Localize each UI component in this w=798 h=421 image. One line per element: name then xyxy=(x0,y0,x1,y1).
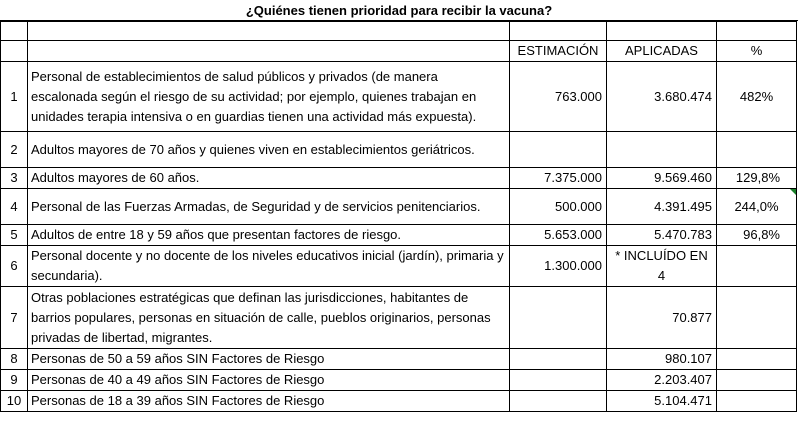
row-percent[interactable] xyxy=(717,132,797,168)
row-description[interactable]: Personas de 50 a 59 años SIN Factores de Riesgo xyxy=(28,349,510,370)
row-percent[interactable]: 96,8% xyxy=(717,225,797,246)
row-aplicadas[interactable]: 2.203.407 xyxy=(607,370,717,391)
cell[interactable] xyxy=(717,22,797,41)
row-aplicadas[interactable]: 3.680.474 xyxy=(607,62,717,132)
cell[interactable] xyxy=(1,41,28,62)
table-row xyxy=(1,225,797,246)
table-row xyxy=(1,391,797,412)
row-number[interactable]: 9 xyxy=(1,370,28,391)
comment-indicator-icon[interactable] xyxy=(790,189,796,195)
row-number[interactable]: 7 xyxy=(1,287,28,349)
row-description[interactable]: Personas de 18 a 39 años SIN Factores de Riesgo xyxy=(28,391,510,412)
row-estimacion[interactable] xyxy=(510,349,607,370)
row-number[interactable]: 2 xyxy=(1,132,28,168)
row-percent[interactable] xyxy=(717,349,797,370)
row-number[interactable]: 1 xyxy=(1,62,28,132)
row-percent: 244,0% xyxy=(734,198,779,214)
cell[interactable] xyxy=(1,22,28,41)
row-number[interactable]: 5 xyxy=(1,225,28,246)
header-estimacion[interactable]: ESTIMACIÓN xyxy=(510,41,607,62)
row-percent[interactable]: 482% xyxy=(717,62,797,132)
priority-table xyxy=(0,21,797,412)
cell[interactable] xyxy=(607,22,717,41)
header-aplicadas[interactable]: APLICADAS xyxy=(607,41,717,62)
row-percent[interactable] xyxy=(717,370,797,391)
row-number[interactable]: 6 xyxy=(1,246,28,287)
row-percent[interactable] xyxy=(717,287,797,349)
row-description[interactable]: Adultos mayores de 70 años y quienes viven en establecimientos geriátricos. xyxy=(28,132,510,168)
row-percent-with-comment[interactable] xyxy=(717,189,797,225)
table-row xyxy=(1,132,797,168)
row-percent[interactable] xyxy=(717,246,797,287)
row-estimacion[interactable]: 5.653.000 xyxy=(510,225,607,246)
cell[interactable] xyxy=(510,22,607,41)
row-estimacion[interactable] xyxy=(510,391,607,412)
table-row xyxy=(1,246,797,287)
table-row xyxy=(1,349,797,370)
table-row xyxy=(1,287,797,349)
table-row xyxy=(1,62,797,132)
row-description[interactable]: Adultos mayores de 60 años. xyxy=(28,168,510,189)
row-description[interactable]: Personas de 40 a 49 años SIN Factores de Riesgo xyxy=(28,370,510,391)
row-estimacion[interactable]: 763.000 xyxy=(510,62,607,132)
row-aplicadas[interactable]: 5.470.783 xyxy=(607,225,717,246)
empty-row xyxy=(1,22,797,41)
row-number[interactable]: 8 xyxy=(1,349,28,370)
row-aplicadas[interactable] xyxy=(607,132,717,168)
row-aplicadas[interactable]: 5.104.471 xyxy=(607,391,717,412)
row-percent[interactable]: 129,8% xyxy=(717,168,797,189)
table-row xyxy=(1,168,797,189)
row-aplicadas[interactable]: * INCLUÍDO EN 4 xyxy=(607,246,717,287)
cell[interactable] xyxy=(28,22,510,41)
row-estimacion[interactable]: 1.300.000 xyxy=(510,246,607,287)
row-estimacion[interactable] xyxy=(510,370,607,391)
row-estimacion[interactable] xyxy=(510,287,607,349)
header-percent[interactable]: % xyxy=(717,41,797,62)
row-aplicadas[interactable]: 70.877 xyxy=(607,287,717,349)
row-aplicadas[interactable]: 980.107 xyxy=(607,349,717,370)
row-percent[interactable] xyxy=(717,391,797,412)
table-row xyxy=(1,370,797,391)
row-number[interactable]: 10 xyxy=(1,391,28,412)
row-description[interactable]: Personal docente y no docente de los niveles educativos inicial (jardín), primaria y secundaria). xyxy=(28,246,510,287)
row-description[interactable]: Personal de las Fuerzas Armadas, de Seguridad y de servicios penitenciarios. xyxy=(28,189,510,225)
header-row xyxy=(1,41,797,62)
cell[interactable] xyxy=(28,41,510,62)
row-number[interactable]: 3 xyxy=(1,168,28,189)
sheet-title[interactable]: ¿Quiénes tienen prioridad para recibir la vacuna? xyxy=(0,0,798,21)
row-number[interactable]: 4 xyxy=(1,189,28,225)
row-description[interactable]: Personal de establecimientos de salud públicos y privados (de manera escalonada según el riesgo de su actividad; por ejemplo, quienes trabajan en unidades terapia intensiva o en guardias tienen una actividad más expuesta). xyxy=(28,62,510,132)
row-estimacion[interactable]: 500.000 xyxy=(510,189,607,225)
row-description[interactable]: Adultos de entre 18 y 59 años que presentan factores de riesgo. xyxy=(28,225,510,246)
row-estimacion[interactable] xyxy=(510,132,607,168)
row-aplicadas[interactable]: 4.391.495 xyxy=(607,189,717,225)
table-row xyxy=(1,189,797,225)
row-description[interactable]: Otras poblaciones estratégicas que definan las jurisdicciones, habitantes de barrios populares, personas en situación de calle, pueblos originarios, personas privadas de libertad, migrantes. xyxy=(28,287,510,349)
row-aplicadas[interactable]: 9.569.460 xyxy=(607,168,717,189)
row-estimacion[interactable]: 7.375.000 xyxy=(510,168,607,189)
